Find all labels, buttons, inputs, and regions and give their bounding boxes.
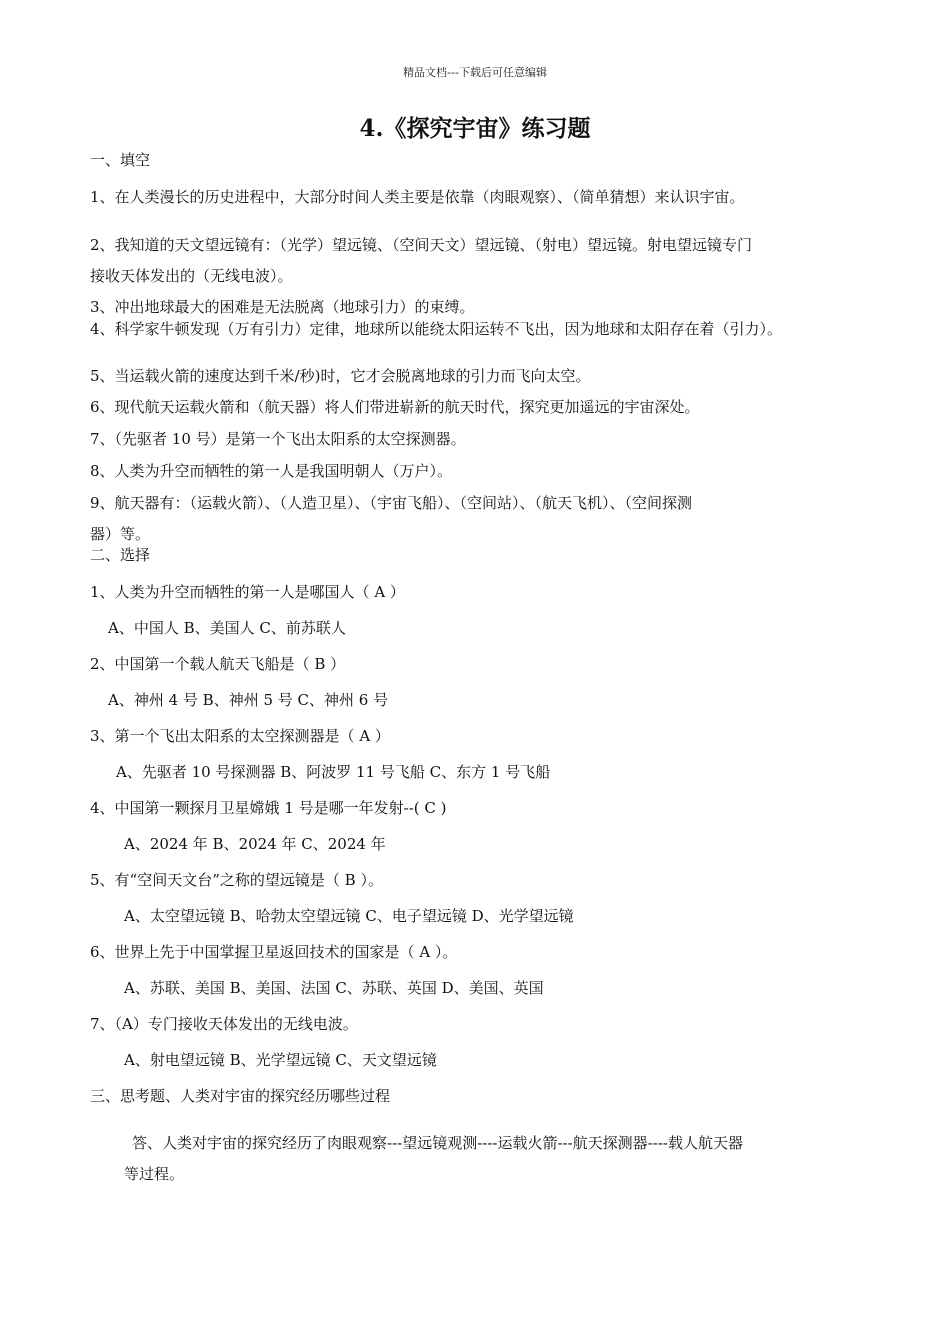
fill-item-6: 6、现代航天运载火箭和（航天器）将人们带进崭新的航天时代，探究更加遥远的宇宙深处。 xyxy=(90,398,700,416)
fill-item-2: 2、我知道的天文望远镜有：（光学）望远镜、（空间天文）望远镜、（射电）望远镜。射电望远镜专门 xyxy=(90,236,753,254)
choice-options-4: A、2024 年 B、2024 年 C、2024 年 xyxy=(124,835,386,853)
choice-question-6: 6、世界上先于中国掌握卫星返回技术的国家是（ A ）。 xyxy=(90,943,458,961)
choice-options-2: A、神州 4 号 B、神州 5 号 C、神州 6 号 xyxy=(108,691,389,709)
answer-line-1: 答、人类对宇宙的探究经历了肉眼观察---望远镜观测----运载火箭---航天探测器----载人航天器 xyxy=(132,1134,743,1152)
choice-options-5: A、太空望远镜 B、哈勃太空望远镜 C、电子望远镜 D、光学望远镜 xyxy=(124,907,574,925)
fill-item-7: 7、（先驱者 10 号）是第一个飞出太阳系的太空探测器。 xyxy=(90,430,466,448)
choice-question-3: 3、第一个飞出太阳系的太空探测器是（ A ） xyxy=(90,727,390,745)
choice-options-3: A、先驱者 10 号探测器 B、阿波罗 11 号飞船 C、东方 1 号飞船 xyxy=(116,763,551,781)
section-heading-thinking: 三、思考题、人类对宇宙的探究经历哪些过程 xyxy=(90,1087,391,1105)
choice-options-7: A、射电望远镜 B、光学望远镜 C、天文望远镜 xyxy=(124,1051,437,1069)
fill-item-4: 4、科学家牛顿发现（万有引力）定律，地球所以能绕太阳运转不飞出，因为地球和太阳存在着（引力）。 xyxy=(90,320,783,338)
fill-item-2-cont: 接收天体发出的（无线电波）。 xyxy=(90,267,293,285)
choice-options-6: A、苏联、美国 B、美国、法国 C、苏联、英国 D、美国、英国 xyxy=(124,979,544,997)
section-heading-fill-blank: 一、填空 xyxy=(90,151,151,169)
fill-item-5: 5、当运载火箭的速度达到千米/秒)时，它才会脱离地球的引力而飞向太空。 xyxy=(90,367,591,385)
choice-question-5: 5、有“空间天文台”之称的望远镜是（ B ）。 xyxy=(90,871,383,889)
page-title: 4.《探究宇宙》练习题 xyxy=(359,115,591,142)
fill-item-9: 9、航天器有：（运载火箭）、（人造卫星）、（宇宙飞船）、（空间站）、（航天飞机）、（空间探测 xyxy=(90,494,693,512)
choice-question-1: 1、人类为升空而牺牲的第一人是哪国人（ A ） xyxy=(90,583,405,601)
choice-options-1: A、中国人 B、美国人 C、前苏联人 xyxy=(108,619,346,637)
header-note: 精品文档---下载后可任意编辑 xyxy=(403,66,547,79)
fill-item-1: 1、在人类漫长的历史进程中，大部分时间人类主要是依靠（肉眼观察）、（简单猜想）来认识宇宙。 xyxy=(90,188,745,206)
fill-item-3: 3、冲出地球最大的困难是无法脱离（地球引力）的束缚。 xyxy=(90,298,475,316)
fill-item-9-cont: 器）等。 xyxy=(90,525,151,543)
answer-line-2: 等过程。 xyxy=(124,1165,185,1183)
section-heading-choice: 二、选择 xyxy=(90,546,151,564)
fill-item-8: 8、人类为升空而牺牲的第一人是我国明朝人（万户）。 xyxy=(90,462,453,480)
choice-question-7: 7、（A）专门接收天体发出的无线电波。 xyxy=(90,1015,358,1033)
choice-question-2: 2、中国第一个载人航天飞船是（ B ） xyxy=(90,655,346,673)
choice-question-4: 4、中国第一颗探月卫星嫦娥 1 号是哪一年发射--( C ) xyxy=(90,799,447,817)
